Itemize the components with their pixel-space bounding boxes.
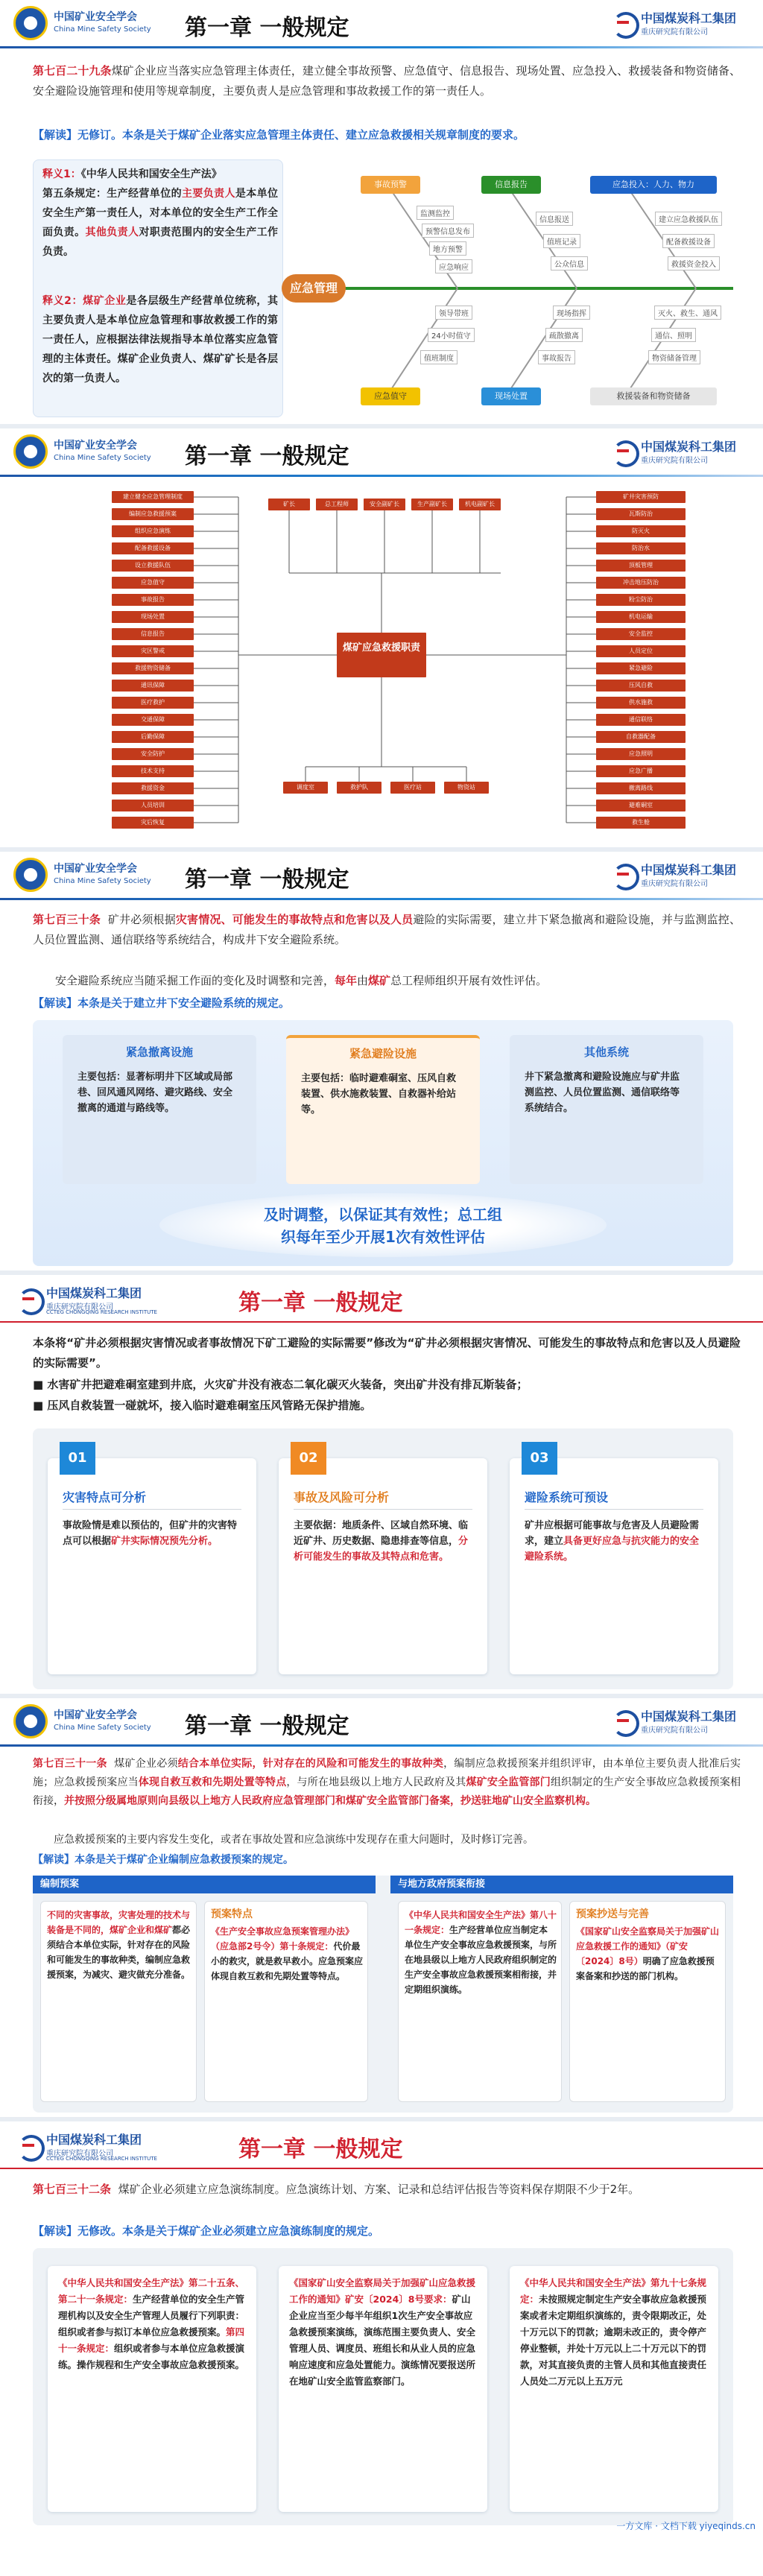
org-right-item: 供水施救 [596,697,686,709]
card-divider [525,1509,703,1510]
org-left-item: 救援物资储备 [112,662,194,674]
org-top-item: 安全副矿长 [364,499,405,510]
fishbone-cat-bottom-2: 现场处置 [481,387,541,405]
col-refuge [286,1035,480,1184]
tab-compile-plan: 编制预案 [33,1876,376,1893]
slide-5 [0,1698,763,2121]
card-number: 01 [60,1442,95,1475]
block-text: 《生产安全事故应急预案管理办法》（应急部2号令）第十条规定：代价最小的救灾，就是救早救小。应急预案应体现自救互救和先期处置等特点。 [211,1926,364,1981]
company-name: 中国煤炭科工集团 [641,1709,737,1724]
company-name-en: CCTEG CHONGQING RESEARCH INSTITUTE [46,1309,157,1315]
slide-3 [0,852,763,1275]
org-right-item: 压风自救 [596,680,686,692]
company-mark-icon [15,1285,42,1312]
org-left-item: 医疗救护 [112,697,194,709]
col-evacuation [63,1035,256,1184]
company-mark-icon [15,2132,42,2159]
org-top-item: 总工程师 [316,499,358,510]
org-top-item: 机电副矿长 [459,499,501,510]
society-name-en: China Mine Safety Society [54,25,151,34]
company-logo [610,859,751,893]
org-left-item: 通讯保障 [112,680,194,692]
org-right-item: 防灭火 [596,525,686,537]
chapter-title: 第一章 一般规定 [185,867,349,893]
company-sub: 重庆研究院有限公司 [46,1303,113,1311]
org-left-item: 信息报告 [112,628,194,640]
block-title: 预案特点 [211,1908,253,1920]
block-filing [569,1901,726,2102]
plan-panel [33,1876,733,2113]
drill-panel [33,2248,733,2525]
org-bottom-item: 救护队 [337,782,382,794]
chapter-title: 第一章 一般规定 [185,1713,349,1739]
society-logo [13,6,170,42]
org-left-item: 救援资金 [112,782,194,794]
card-title: 事故及风险可分析 [294,1490,390,1504]
org-bottom-item: 物资站 [444,782,489,794]
card-risk [279,1450,487,1674]
fishbone-cat-top-2: 信息报告 [481,176,541,194]
bullet-2: ■ 压风自救装置一碰就坏，接入临时避难硐室压风管路无保护措施。 [33,1399,372,1412]
org-left-item: 人员培训 [112,800,194,811]
org-right-item: 冲击地压防治 [596,577,686,589]
fishbone-lines [286,159,748,417]
slide-2 [0,428,763,852]
company-sub: 重庆研究院有限公司 [641,880,708,888]
org-right-item: 粉尘防治 [596,594,686,606]
society-seal-icon [13,6,48,40]
society-name: 中国矿业安全学会 [54,1709,137,1721]
block-features [204,1901,368,2102]
jie-line: 【解读】无修改。本条是关于煤矿企业必须建立应急演练制度的规定。 [33,2224,380,2238]
society-seal-icon [13,858,48,892]
company-sub: 重庆研究院有限公司 [641,28,708,37]
card-divider [63,1509,241,1510]
org-left-item: 应急值守 [112,577,194,589]
org-left-item: 后勤保障 [112,731,194,743]
jie-line: 【解读】本条是关于煤矿企业编制应急救援预案的规定。 [33,1854,294,1866]
society-name: 中国矿业安全学会 [54,863,137,875]
company-mark-icon [610,437,636,464]
fishbone-item: 建立应急救援队伍 [655,212,722,226]
company-sub: 重庆研究院有限公司 [46,2150,113,2158]
fishbone-item: 值班制度 [420,350,458,364]
org-left-item: 灾区警戒 [112,645,194,657]
org-left-item: 事故报告 [112,594,194,606]
slide-header [0,1275,763,1323]
society-seal-icon [13,434,48,469]
col-other-text: 井下紧急撤离和避险设施应与矿井监测监控、人员位置监测、通信联络等系统结合。 [525,1072,680,1114]
card-text: 《中华人民共和国安全生产法》第二十五条、第二十一条规定：生产经营单位的安全生产管理机构以及安全生产管理人员履行下列职责：组织或者参与拟订本单位应急救援预案。第四十一条规定：组织或者参与本单位应急救援演练。操作规程和生产安全事故应急救援预案。 [58,2277,245,2370]
card-law-25 [48,2266,256,2512]
card-notice [279,2266,487,2512]
card-title: 灾害特点可分析 [63,1490,147,1504]
block-title: 预案抄送与完善 [576,1908,649,1920]
fishbone-item: 救援资金投入 [668,256,720,270]
org-bottom-item: 调度室 [283,782,328,794]
col-evacuation-text: 主要包括：显著标明井下区域或局部巷、回风通风网络、避灾路线、安全撤离的通道与路线等。 [77,1072,233,1114]
fishbone-item: 公众信息 [551,256,588,270]
slide-1 [0,0,763,428]
fishbone-head: 应急管理 [282,274,346,303]
org-center-box: 煤矿应急救援职责 [337,633,426,677]
chapter-title: 第一章 一般规定 [238,1290,403,1316]
society-name-en: China Mine Safety Society [54,454,151,462]
org-right-item: 自救器配备 [596,731,686,743]
slide-header [0,852,763,899]
company-name-en: CCTEG CHONGQING RESEARCH INSTITUTE [46,2156,157,2162]
block-text: 《中华人民共和国安全生产法》第八十一条规定：生产经营单位应当制定本单位生产安全事故应急救援预案，与所在地县级以上地方人民政府组织制定的生产安全事故应急救援预案相衔接，并定期组织演练。 [405,1910,557,1995]
fishbone-cat-top-3: 应急投入：人力、物力 [590,176,717,194]
org-left-item: 组织应急演练 [112,525,194,537]
facility-panel [33,1020,733,1266]
bullet-1: ■ 水害矿井把避难硐室建到井底，火灾矿井没有液态二氧化碳灭火装备，突出矿井没有排瓦斯装备； [33,1378,528,1391]
card-text: 《国家矿山安全监察局关于加强矿山应急救援工作的通知》矿安〔2024〕8号要求：矿山企业应当至少每半年组织1次生产安全事故应急救援预案演练，演练范围主要负责人、安全管理人员、调度员、班组长和从业人员的应急响应速度和应急处置能力。演练情况要报送所在地矿山安全监管监察部门。 [289,2277,476,2387]
block-safety-law [398,1901,562,2102]
company-mark-icon [610,1707,636,1734]
header-rule [0,2168,763,2169]
chapter-title: 第一章 一般规定 [185,15,349,41]
org-left-item: 交通保障 [112,714,194,726]
org-right-item: 机电运输 [596,611,686,623]
fishbone-cat-top-1: 事故预警 [361,176,420,194]
org-right-item: 安全监控 [596,628,686,640]
company-name: 中国煤炭科工集团 [46,2133,142,2147]
card-law-97 [510,2266,718,2512]
card-text: 矿井应根据可能事故与危害及人员避险需求，建立具备更好应急与抗灾能力的安全避险系统。 [525,1520,700,1563]
fishbone-item: 地方预警 [429,241,466,256]
org-left-item: 技术支持 [112,765,194,777]
col-evacuation-title: 紧急撤离设施 [125,1045,193,1059]
article-text-2: 应急救援预案的主要内容发生变化，或者在事故处置和应急演练中发现存在重大问题时，及时修订完善。 [54,1834,534,1846]
company-sub: 重庆研究院有限公司 [641,1727,708,1735]
org-right-item: 人员定位 [596,645,686,657]
society-seal-icon [13,1704,48,1738]
org-left-item: 现场处置 [112,611,194,623]
company-name: 中国煤炭科工集团 [46,1286,142,1300]
org-right-item: 紧急避险 [596,662,686,674]
header-rule [0,46,763,48]
company-logo [610,7,751,42]
org-left-item: 编制应急救援预案 [112,508,194,520]
article-text: 第七百二十九条煤矿企业应当落实应急管理主体责任，建立健全事故预警、应急值守、信息报告、现场处置、应急投入、救援装备和物资储备、安全避险设施管理和使用等规章制度，主要负责人是应急管理和事故救援工作的第一责任人。 [33,64,741,98]
fishbone-item: 领导带班 [435,306,472,320]
block-compile [40,1901,197,2102]
card-text: 《中华人民共和国安全生产法》第九十七条规定：未按照规定制定生产安全事故应急救援预案或者未定期组织演练的，责令限期改正，处十万元以下的罚款；逾期未改正的，责令停产停业整顿，并处十万元以上二十万元以下的罚款，对其直接负责的主管人员和其他直接责任人员处二万元以上五万元 [520,2277,707,2387]
org-right-item: 应急广播 [596,765,686,777]
intro-text: 本条将“矿井必须根据灾害情况或者事故情况下矿工避险的实际需要”修改为“矿井必须根据灾害情况、可能发生的事故特点和危害以及人员避险的实际需要”。 [33,1336,741,1370]
fishbone-diagram [286,159,748,417]
org-right-item: 瓦斯防治 [596,508,686,520]
fishbone-cat-bottom-1: 应急值守 [361,387,420,405]
card-text: 主要依据：地质条件、区域自然环境、临近矿井、历史数据、隐患排查等信息，分析可能发生的事故及其特点和危害。 [294,1520,469,1563]
org-right-item: 通信联络 [596,714,686,726]
slide-header [0,0,763,48]
society-name-en: China Mine Safety Society [54,1724,151,1732]
org-right-item: 撤离路线 [596,782,686,794]
header-rule [0,1744,763,1747]
org-right-item: 矿井灾害预防 [596,491,686,503]
header-rule [0,898,763,900]
company-logo [610,436,751,470]
header-rule [0,1321,763,1323]
header-rule [0,475,763,477]
slide-4 [0,1275,763,1698]
chapter-title: 第一章 一般规定 [238,2136,403,2162]
org-chart [15,484,748,841]
org-right-item: 应急照明 [596,748,686,760]
article-text: 第七百三十一条 煤矿企业必须结合本单位实际，针对存在的风险和可能发生的事故种类，编制应急救援预案并组织评审，由本单位主要负责人批准后实施；应急救援预案应当体现自救互救和先期处置等特点，与所在地县级以上地方人民政府及其煤矿安全监管部门组织制定的生产安全事故应急救援预案相衔接，并按照分级属地原则向县级以上地方人民政府应急管理部门和煤矿安全监管部门备案，抄送驻地矿山安全监察机构。 [33,1758,741,1807]
card-text: 事故险情是难以预估的，但矿井的灾害特点可以根据矿井实际情况预先分析。 [63,1520,238,1547]
card-number: 03 [522,1442,557,1475]
company-logo [610,1706,751,1740]
fishbone-item: 信息报送 [536,212,573,226]
card-title: 避险系统可预设 [525,1490,609,1504]
company-mark-icon [610,9,636,36]
shiyi1: 释义1：《中华人民共和国安全生产法》 第五条规定：生产经营单位的主要负责人是本单位安全生产第一责任人，对本单位的安全生产工作全面负责。其他负责人对职责范围内的安全生产工作负责。 [42,168,279,258]
footer-watermark: 一方文库 · 文档下载 yiyeqinds.cn [616,2521,756,2531]
jie-line: 【解读】本条是关于建立井下安全避险系统的规定。 [33,996,291,1010]
block-text: 不同的灾害事故，灾害处理的技术与装备是不同的，煤矿企业和煤矿都必须结合本单位实际，针对存在的风险和可能发生的事故种类，编制应急救援预案，为减灾、避灾做充分准备。 [47,1910,191,1980]
company-logo [15,1282,171,1317]
company-name: 中国煤炭科工集团 [641,11,737,25]
article-text: 第七百三十二条 煤矿企业必须建立应急演练制度。应急演练计划、方案、记录和总结评估报告等资料保存期限不少于2年。 [33,2183,640,2196]
org-left-item: 安全防护 [112,748,194,760]
society-logo [13,434,170,470]
society-name-en: China Mine Safety Society [54,877,151,885]
fishbone-item: 配备救援设备 [662,234,715,248]
fishbone-item: 值班记录 [543,234,580,248]
chapter-title: 第一章 一般规定 [185,443,349,469]
col-refuge-title: 紧急避险设施 [349,1047,417,1060]
card-disaster [48,1450,256,1674]
org-right-item: 救生舱 [596,817,686,829]
org-top-item: 生产副矿长 [411,499,453,510]
org-left-item: 设立救援队伍 [112,560,194,572]
company-sub: 重庆研究院有限公司 [641,457,708,465]
tab-plan-link: 与地方政府预案衔接 [390,1876,733,1893]
jie-line: 【解读】无修订。本条是关于煤矿企业落实应急管理主体责任、建立应急救援相关规章制度的要求。 [33,128,525,142]
analysis-panel [33,1428,733,1689]
org-top-item: 矿长 [268,499,310,510]
society-logo [13,1704,170,1740]
slide-header [0,2121,763,2169]
fishbone-item: 现场指挥 [553,306,590,320]
card-system [510,1450,718,1674]
col-refuge-text: 主要包括：临时避难硐室、压风自救装置、供水施救装置、自救器补给站等。 [301,1073,457,1115]
org-left-item: 灾后恢复 [112,817,194,829]
society-logo [13,858,170,893]
col-other-title: 其他系统 [583,1045,629,1059]
org-right-item: 避难硐室 [596,800,686,811]
company-name: 中国煤炭科工集团 [641,440,737,454]
fishbone-item: 疏散撤离 [545,328,583,342]
society-name: 中国矿业安全学会 [54,11,137,23]
fishbone-cat-bottom-3: 救援装备和物资储备 [590,387,717,405]
shiyi-panel [33,159,283,417]
col-other [510,1035,703,1184]
fishbone-item: 物资储备管理 [648,350,700,364]
article-text: 第七百三十条 矿井必须根据灾害情况、可能发生的事故特点和危害以及人员避险的实际需要，建立井下紧急撤离和避险设施，并与监测监控、人员位置监测、通信联络等系统结合，构成井下安全避险系统。 [33,913,741,946]
banner-text: 及时调整，以保证其有效性；总工组 织每年至少开展1次有效性评估 [264,1206,502,1246]
slide-header [0,428,763,476]
fishbone-item: 灭火、救生、通风 [654,306,721,320]
company-name: 中国煤炭科工集团 [641,863,737,877]
slide-header [0,1698,763,1746]
fishbone-item: 通信、照明 [651,328,696,342]
slide-6 [0,2121,763,2538]
fishbone-item: 24小时值守 [428,328,475,342]
org-right-item: 防治水 [596,542,686,554]
company-mark-icon [610,861,636,887]
society-name: 中国矿业安全学会 [54,440,137,452]
org-right-item: 顶板管理 [596,560,686,572]
fishbone-item: 预警信息发布 [422,224,474,238]
fishbone-item: 事故报告 [538,350,575,364]
block-text: 《国家矿山安全监察局关于加强矿山应急救援工作的通知》（矿安〔2024〕8号）明确了应急救援预案备案和抄送的部门机构。 [576,1926,720,1981]
article-text-2: 安全避险系统应当随采掘工作面的变化及时调整和完善，每年由煤矿总工程师组织开展有效性评估。 [55,974,548,987]
org-left-item: 建立健全应急管理制度 [112,491,194,503]
org-bottom-item: 医疗站 [390,782,435,794]
shiyi2: 释义2：煤矿企业是各层级生产经营单位统称，其主要负责人是本单位应急管理和事故救援工作的第一责任人，应根据法律法规指导本单位落实应急管理的主体责任。煤矿企业负责人、煤矿矿长是各层次的第一负责人。 [42,295,279,384]
fishbone-item: 应急响应 [435,259,472,273]
fishbone-item: 监测监控 [417,206,454,220]
card-divider [294,1509,472,1510]
card-number: 02 [291,1442,326,1475]
org-left-item: 配备救援设备 [112,542,194,554]
company-logo [15,2129,171,2163]
